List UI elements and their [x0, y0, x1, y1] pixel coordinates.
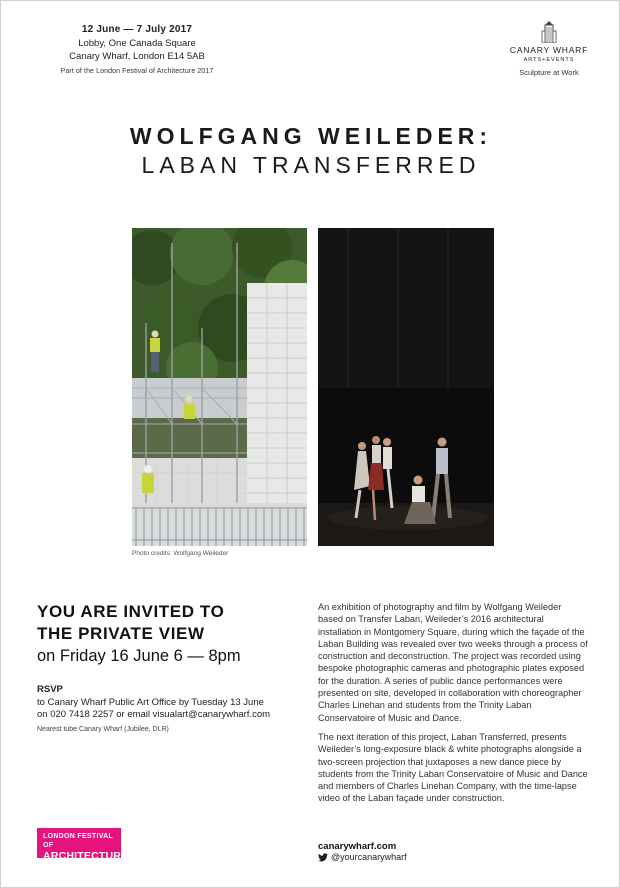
description-paragraph-2: The next iteration of this project, Laban Transferred, presents Weileder’s long-exposure black & white photographs alongside a two-screen projection that juxtaposes a new dance piece by students from the Trinity Laban Conservatoire of Music and Dance and members of Charles Linehan Company, with the time-lapse video of the Laban façade under construction.	[318, 731, 588, 804]
photo-credit: Photo credits: Wolfgang Weileder	[132, 550, 229, 557]
lfa-logo-line-2: ARCHITECTURE	[43, 850, 129, 862]
rsvp-contact[interactable]: on 020 7418 2257 or email visualart@canarywharf.com	[37, 709, 271, 720]
tower-icon	[541, 21, 557, 43]
exhibition-description	[318, 601, 588, 812]
invite-line-2: THE PRIVATE VIEW	[37, 624, 205, 643]
lfa-logo-line-1: LONDON FESTIVAL OF	[43, 833, 113, 849]
twitter-icon	[318, 853, 328, 862]
description-paragraph-1: An exhibition of photography and film by Wolfgang Weileder based on Transfer Laban, Weileder’s 2016 architectural installation in Montgomery Square, during which the façade of the Laban Building was revealed over two weeks through a process of construction and deconstruction. The project was recorded using bespoke photographic cameras and photographic plates exposed for the duration. A series of public dance performances were presented on site, developed in collaboration with choreographer Charles Linehan and students from the Trinity Laban Conservatoire of Music and Dance.	[318, 602, 588, 723]
logo-subtitle: ARTS+EVENTS	[523, 57, 575, 63]
canary-wharf-logo	[501, 21, 597, 77]
exhibition-title: WOLFGANG WEILEDER:	[129, 123, 493, 149]
exhibition-subtitle: LABAN TRANSFERRED	[141, 152, 481, 178]
website-link[interactable]: canarywharf.com	[318, 841, 397, 852]
social-handle: @yourcanarywharf	[331, 852, 407, 862]
rsvp-deadline: to Canary Wharf Public Art Office by Tuesday 13 June	[37, 696, 264, 708]
logo-name: CANARY WHARF	[509, 45, 589, 55]
dance-performance-photo	[318, 228, 494, 546]
festival-note: Part of the London Festival of Architecture 2017	[60, 68, 214, 75]
logo-tagline: Sculpture at Work	[519, 68, 579, 77]
social-link[interactable]	[318, 852, 407, 862]
rsvp-block	[37, 684, 307, 736]
rsvp-heading: RSVP	[37, 684, 63, 695]
nearest-tube: Nearest tube Canary Wharf (Jubilee, DLR)	[37, 725, 169, 733]
event-venue: Lobby, One Canada Square	[78, 38, 196, 49]
event-address: Canary Wharf, London E14 5AB	[69, 51, 205, 62]
private-view-date: on Friday 16 June 6 — 8pm	[37, 647, 241, 665]
event-info	[37, 23, 237, 75]
construction-photo	[132, 228, 307, 546]
invitation-heading	[37, 601, 307, 667]
london-festival-of-architecture-logo	[37, 828, 129, 862]
event-dates: 12 June — 7 July 2017	[81, 24, 193, 35]
invite-line-1: YOU ARE INVITED TO	[37, 602, 225, 621]
